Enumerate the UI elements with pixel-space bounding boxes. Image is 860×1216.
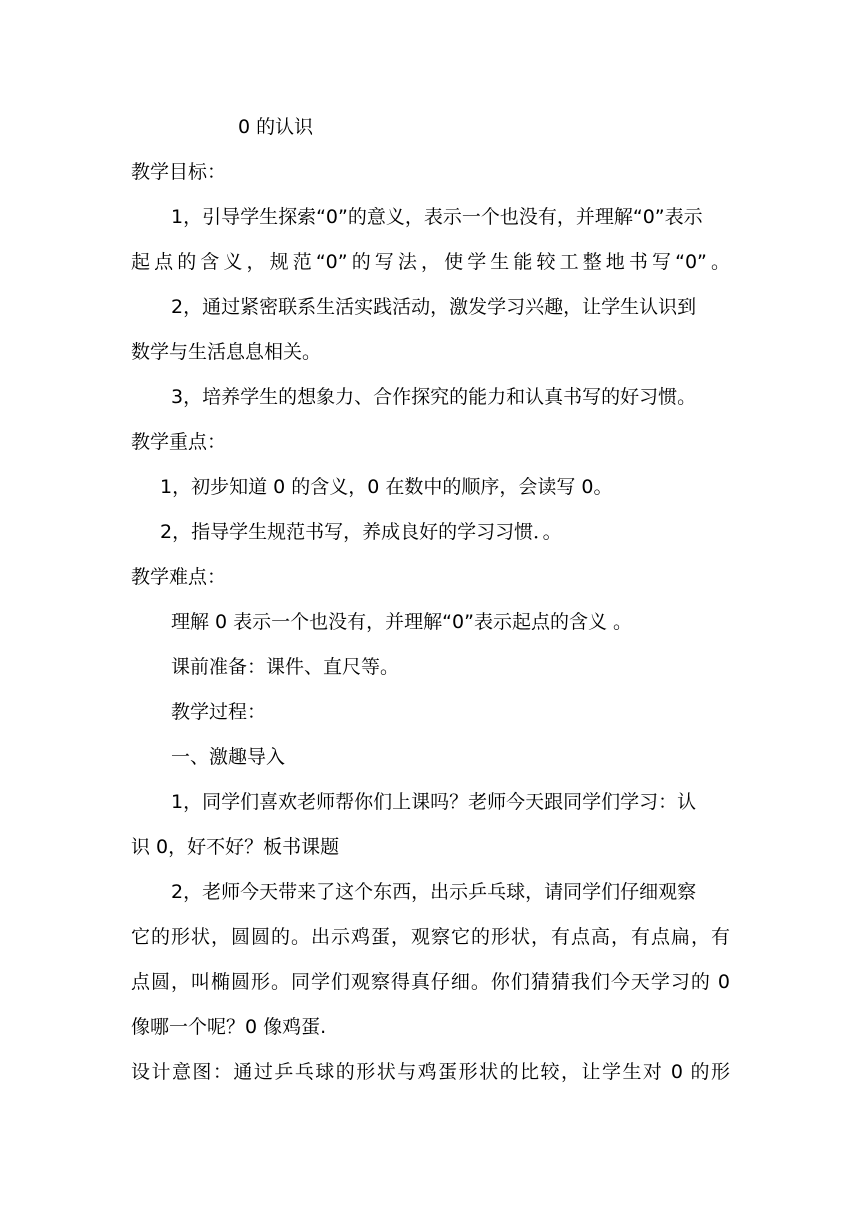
paragraph-line: 设计意图：通过乒乓球的形状与鸡蛋形状的比较，让学生对 0 的形	[131, 1061, 730, 1083]
section-heading-key-points: 教学重点：	[131, 431, 227, 453]
paragraph-line: 1，初步知道 0 的含义，0 在数中的顺序，会读写 0。	[160, 476, 613, 498]
paragraph-line: 理解 0 表示一个也没有，并理解“0”表示起点的含义 。	[171, 611, 632, 633]
paragraph-line: 2，指导学生规范书写，养成良好的学习习惯．。	[160, 521, 562, 543]
paragraph-line: 1，引导学生探索“0”的意义，表示一个也没有，并理解“0”表示	[171, 206, 703, 228]
paragraph-line: 点圆，叫椭圆形。同学们观察得真仔细。你们猜猜我们今天学习的 0	[131, 971, 730, 993]
paragraph-line: 数学与生活息息相关。	[131, 341, 322, 363]
paragraph-line: 起点的含义，规范“0”的写法，使学生能较工整地书写“0”。	[131, 251, 730, 273]
paragraph-line: 课前准备：课件、直尺等。	[171, 656, 400, 678]
paragraph-line: 1，同学们喜欢老师帮你们上课吗？老师今天跟同学们学习：认	[171, 791, 697, 813]
section-heading-difficulties: 教学难点：	[131, 566, 227, 588]
document-title: 0 的认识	[238, 116, 314, 138]
section-heading-intro: 一、激趣导入	[171, 746, 286, 768]
paragraph-line: 像哪一个呢？0 像鸡蛋.	[131, 1016, 327, 1038]
paragraph-line: 它的形状，圆圆的。出示鸡蛋，观察它的形状，有点高，有点扁，有	[131, 926, 730, 948]
paragraph-line: 识 0，好不好？板书课题	[131, 836, 340, 858]
paragraph-line: 2，老师今天带来了这个东西，出示乒乓球，请同学们仔细观察	[171, 881, 697, 903]
paragraph-line: 2，通过紧密联系生活实践活动，激发学习兴趣，让学生认识到	[171, 296, 697, 318]
paragraph-line: 3，培养学生的想象力、合作探究的能力和认真书写的好习惯。	[171, 386, 697, 408]
section-heading-objectives: 教学目标：	[131, 161, 227, 183]
section-heading-process: 教学过程：	[171, 701, 267, 723]
